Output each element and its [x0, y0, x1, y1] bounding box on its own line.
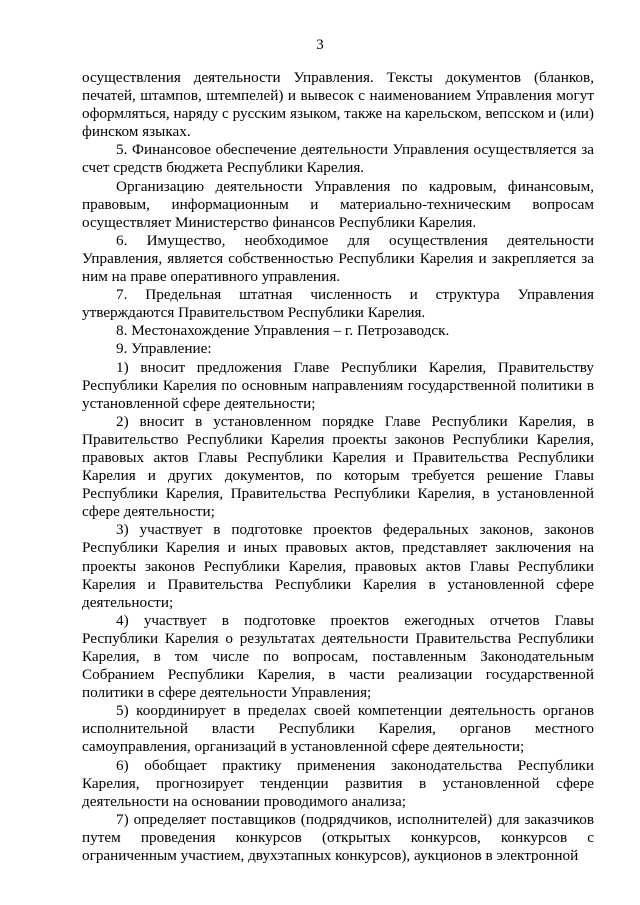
list-item-2: 2) вносит в установленном порядке Главе Республики Карелия, в Правительство Республики Карелия проекты законов Республики Карелия, правовых актов Главы Республики Карелия и Правительства Республики Карелия и других документов, по которым требуется решение Главы Республики Карелия, Правительства Республики Карелия, в установленной сфере деятельности; [82, 412, 594, 521]
document-body [82, 69, 594, 865]
paragraph-continuation: осуществления деятельности Управления. Тексты документов (бланков, печатей, штампов, штемпелей) и вывесок с наименованием Управления могут оформляться, наряду с русским языком, также на карельском, вепсском и (или) финском языках. [82, 69, 594, 141]
paragraph-clause-7: 7. Предельная штатная численность и структура Управления утверждаются Правительством Республики Карелия. [82, 286, 594, 322]
paragraph-clause-8: 8. Местонахождение Управления – г. Петрозаводск. [116, 322, 450, 340]
list-item-3: 3) участвует в подготовке проектов федеральных законов, законов Республики Карелия и иных правовых актов, представляет заключения на проекты законов Республики Карелия, правовых актов Главы Республики Карелия и Правительства Республики Карелия в установленной сфере деятельности; [82, 521, 594, 611]
list-item-1: 1) вносит предложения Главе Республики Карелия, Правительству Республики Карелия по основным направлениям государственной политики в установленной сфере деятельности; [82, 358, 594, 412]
paragraph-clause-6: 6. Имущество, необходимое для осуществления деятельности Управления, является собственностью Республики Карелия и закрепляется за ним на праве оперативного управления. [82, 231, 594, 286]
list-item-5: 5) координирует в пределах своей компетенции деятельность органов исполнительной власти Республики Карелия, органов местного самоуправления, организаций в установленной сфере деятельности; [82, 702, 594, 756]
list-item-7: 7) определяет поставщиков (подрядчиков, исполнителей) для заказчиков путем проведения конкурсов (открытых конкурсов, конкурсов с ограниченным участием, двухэтапных конкурсов), аукционов в электронной [82, 810, 594, 865]
list-item-6: 6) обобщает практику применения законодательства Республики Карелия, прогнозирует тенденции развития в установленной сфере деятельности на основании проводимого анализа; [82, 756, 594, 810]
paragraph-organization: Организацию деятельности Управления по кадровым, финансовым, правовым, информационным и материально-техническим вопросам осуществляет Министерство финансов Республики Карелия. [82, 177, 594, 231]
page-number: 3 [316, 37, 324, 53]
paragraph-clause-9: 9. Управление: [116, 340, 212, 358]
paragraph-clause-5: 5. Финансовое обеспечение деятельности Управления осуществляется за счет средств бюджета Республики Карелия. [82, 141, 594, 177]
list-item-4: 4) участвует в подготовке проектов ежегодных отчетов Главы Республики Карелия о результатах деятельности Правительства Республики Карелия, в том числе по вопросам, поставленным Законодательным Собранием Республики Карелия, в части реализации государственной политики в сфере деятельности Управления; [82, 611, 594, 702]
